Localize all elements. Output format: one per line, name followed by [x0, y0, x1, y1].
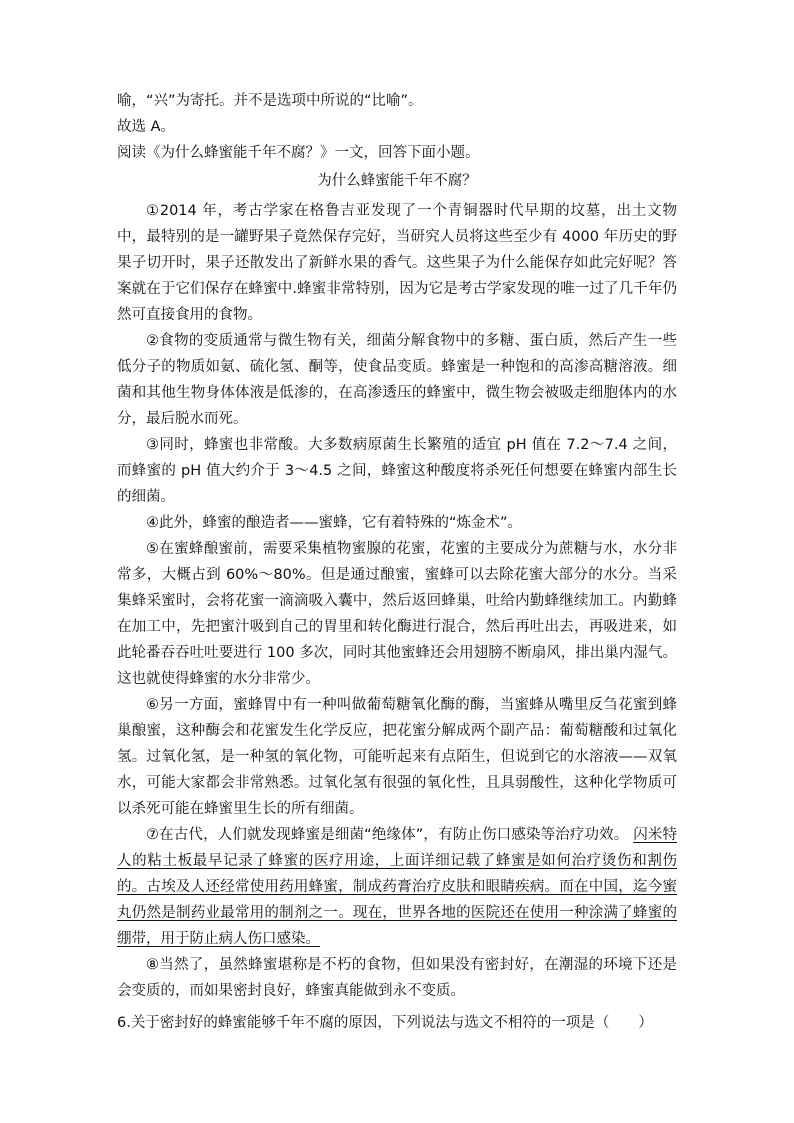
paragraph-1: ①2014 年，考古学家在格鲁吉亚发现了一个青铜器时代早期的坟墓，出土文物中，最特别的是一罐野果子竟然保存完好，当研究人员将这些至少有 4000 年历史的野果子切开时，果子还散发出了新鲜水果的香气。这些果子为什么能保存如此完好呢？答案就在于它们保存在蜂蜜中.蜂蜜非常特别，因为它是考古学家发现的唯一过了几千年仍然可直接食用的食物。: [117, 203, 677, 323]
paragraph-7-text: ⑦在古代，人们就发现蜂蜜是细菌“绝缘体”，有防止伤口感染等治疗功效。: [146, 827, 634, 843]
paragraph-8: ⑧当然了，虽然蜂蜜堪称是不朽的食物，但如果没有密封好，在潮湿的环境下还是会变质的，而如果密封良好，蜂蜜真能做到永不变质。: [117, 957, 677, 999]
paragraph-6: ⑥另一方面，蜜蜂胃中有一种叫做葡萄糖氧化酶的酶，当蜜蜂从嘴里反刍花蜜到蜂巢酿蜜，这种酶会和花蜜发生化学反应，把花蜜分解成两个副产品：葡萄糖酸和过氧化氢。过氧化氢，是一种氢的氧化物，可能听起来有点陌生，但说到它的水溶液——双氧水，可能大家都会非常熟悉。过氧化氢有很强的氧化性，且具弱酸性，这种化学物质可以杀死可能在蜂蜜里生长的所有细菌。: [117, 697, 677, 817]
question-6: 6.关于密封好的蜂蜜能够千年不腐的原因，下列说法与选文不相符的一项是（ ）: [117, 1015, 653, 1031]
document-page: [117, 88, 677, 1036]
reading-instruction: 阅读《为什么蜂蜜能千年不腐？》一文，回答下面小题。: [117, 145, 480, 161]
paragraph-3: ③同时，蜂蜜也非常酸。大多数病原菌生长繁殖的适宜 pH 值在 7.2～7.4 之间，而蜂蜜的 pH 值大约介于 3～4.5 之间，蜂蜜这种酸度将杀死任何想要在蜂蜜内部生长的细菌。: [117, 437, 677, 505]
paragraph-5: ⑤在蜜蜂酿蜜前，需要采集植物蜜腺的花蜜，花蜜的主要成分为蔗糖与水，水分非常多，大概占到 60%～80%。但是通过酿蜜，蜜蜂可以去除花蜜大部分的水分。当采集蜂采蜜时，会将花蜜一滴滴吸入囊中，然后返回蜂巢，吐给内勤蜂继续加工。内勤蜂在加工中，先把蜜汁吸到自己的胃里和转化酶进行混合，然后再吐出去，再吸进来，如此轮番吞吞吐吐要进行 100 多次，同时其他蜜蜂还会用翅膀不断扇风，排出巢内湿气。这也就使得蜂蜜的水分非常少。: [117, 541, 677, 687]
previous-answer-line: 喻，“兴”为寄托。并不是选项中所说的“比喻”。: [117, 93, 423, 109]
answer-choice-line: 故选 A。: [117, 119, 176, 135]
paragraph-2: ②食物的变质通常与微生物有关，细菌分解食物中的多糖、蛋白质，然后产生一些低分子的物质如氨、硫化氢、酮等，使食品变质。蜂蜜是一种饱和的高渗高糖溶液。细菌和其他生物身体体液是低渗的，在高渗透压的蜂蜜中，微生物会被吸走细胞体内的水分，最后脱水而死。: [117, 333, 677, 427]
paragraph-7-underlined-text: 闪米特人的粘土板最早记录了蜂蜜的医疗用途，上面详细记载了蜂蜜是如何治疗烫伤和割伤的。古埃及人还经常使用药用蜂蜜，制成药膏治疗皮肤和眼睛疾病。而在中国，迄今蜜丸仍然是制药业最常用的制剂之一。现在，世界各地的医院还在使用一种涂满了蜂蜜的绷带，用于防止病人伤口感染。: [117, 827, 677, 947]
paragraph-7: [117, 822, 677, 952]
paragraph-4: ④此外，蜂蜜的酿造者——蜜蜂，它有着特殊的“炼金术”。: [146, 515, 523, 531]
article-title: 为什么蜂蜜能千年不腐？: [317, 173, 477, 189]
